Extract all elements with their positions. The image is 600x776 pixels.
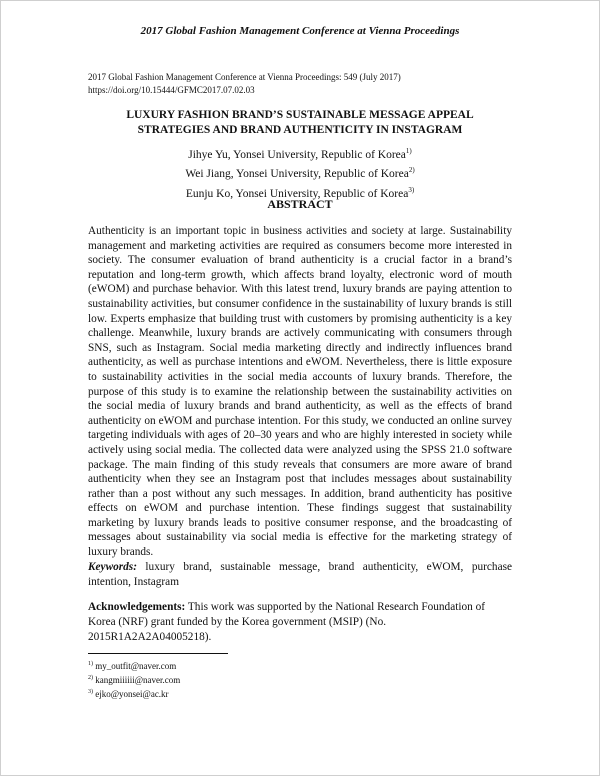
citation-line: 2017 Global Fashion Management Conference at Vienna Proceedings: 549 (July 2017) [88,72,401,82]
acknowledgements-text: This work was supported by the National Research Foundation of Korea (NRF) grant funded by the Korea government (MSIP) (No. 2015R1A2A2A04005218). [88,601,486,643]
keywords-text: luxury brand, sustainable message, brand authenticity, eWOM, purchase intention, Instagram [88,561,512,588]
author-2-mark: 2) [408,166,415,175]
footnote-3-mark: 3) [88,689,93,695]
acknowledgements-label: Acknowledgements: [88,601,186,613]
keywords-label: Keywords: [88,561,137,573]
footnote-1 [88,658,180,672]
acknowledgements [88,600,512,645]
footnote-2-mark: 2) [88,675,93,681]
title-line-2: STRATEGIES AND BRAND AUTHENTICITY IN INSTAGRAM [137,124,463,136]
author-1 [88,144,512,163]
abstract-body: Authenticity is an important topic in business activities and society at large. Sustainability management and marketing activities are required as consumers become more interested in society. The consumer evaluation of brand authenticity is a crucial factor in a brand’s reputation and long-term growth, which affects brand loyalty, electronic word of mouth (eWOM) and purchase behavior. With this latest trend, luxury brands are paying attention to sustainability activities, but consumer confidence in the sustainability of luxury brands is still low. Experts emphasize that building trust with customers by promising authenticity is a key challenge. Meanwhile, luxury brands are actively communicating with consumers through SNS, such as Instagram. Social media marketing directly and indirectly influences brand authenticity, as well as purchase intentions and eWOM. Nevertheless, there is little exposure to sustainability activities in the social media accounts of luxury brands. Therefore, the purpose of this study is to examine the relationship between the sustainability activities on the social media of luxury brands and brand authenticity, as well as the effects of brand authenticity on eWOM and purchase intention. For this study, we conducted an online survey targeting individuals with ages of 20–30 years and who are highly interested in society while actively using social media. The collected data were analyzed using the SPSS 21.0 software package. The main finding of this study reveals that consumers are more aware of brand authenticity when they see an Instagram post that includes messages about sustainability rather than a post without any such messages. In addition, brand authenticity has positive effects on eWOM and purchase intention. These findings suggest that sustainability marketing by luxury brands leads to positive consumer response, and the broadcasting of messages about sustainability via social media is effective for the marketing strategy of luxury brands. [88,225,512,559]
keywords [88,560,512,589]
running-head: 2017 Global Fashion Management Conference at Vienna Proceedings [140,25,460,37]
author-2-text: Wei Jiang, Yonsei University, Republic of Korea [185,168,409,181]
paper-title [88,108,512,138]
author-3-mark: 3) [408,185,415,194]
author-2 [88,163,512,182]
footnote-divider [88,653,228,654]
footnote-2 [88,672,180,686]
footnote-2-email[interactable]: kangmiiiiii@naver.com [93,675,181,685]
title-line-1: LUXURY FASHION BRAND’S SUSTAINABLE MESSAGE APPEAL [126,109,474,121]
author-1-mark: 1) [405,147,412,155]
footnote-3 [88,686,180,700]
footnote-1-mark: 1) [88,661,93,667]
author-list [88,144,512,202]
citation [88,71,401,97]
author-3-text: Eunju Ko, Yonsei University, Republic of Korea [185,187,409,200]
footnote-3-email[interactable]: ejko@yonsei@ac.kr [93,689,169,699]
footnotes [88,658,180,700]
doi-link[interactable]: https://doi.org/10.15444/GFMC2017.07.02.03 [88,85,255,95]
footnote-1-email[interactable]: my_outfit@naver.com [93,661,177,671]
abstract-heading: ABSTRACT [267,197,333,211]
author-1-text: Jihye Yu, Yonsei University, Republic of Korea [188,148,406,161]
